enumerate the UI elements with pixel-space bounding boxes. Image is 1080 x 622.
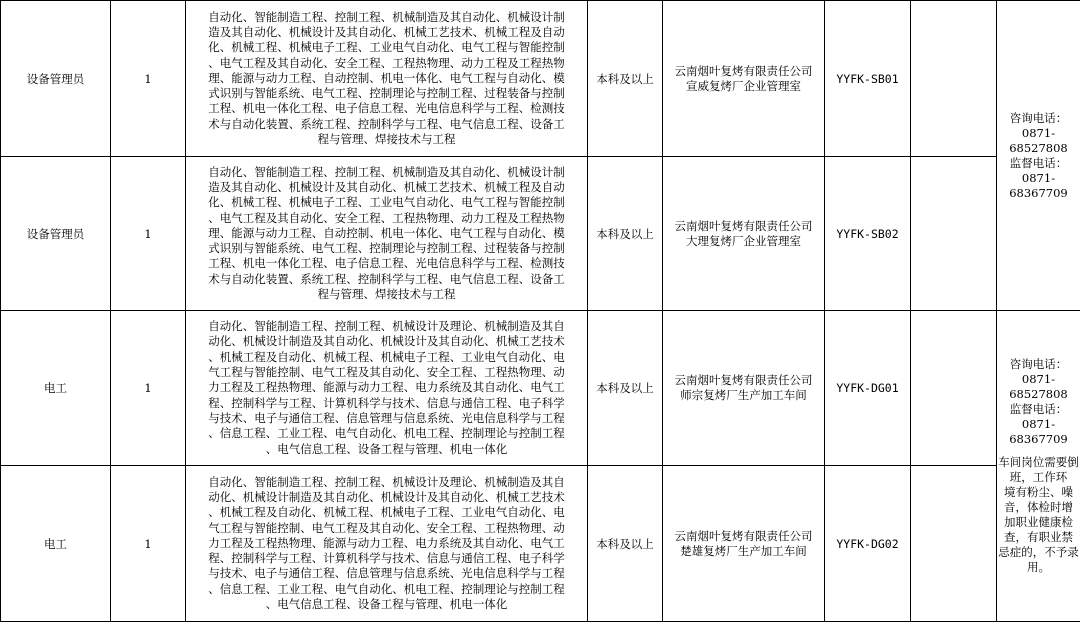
unit-department: 楚雄复烤厂生产加工车间	[680, 543, 807, 558]
unit-company: 云南烟叶复烤有限责任公司	[674, 63, 813, 78]
count-cell: 1	[111, 466, 186, 622]
majors-cell	[186, 466, 588, 622]
unit-department: 宣威复烤厂企业管理室	[686, 78, 801, 93]
majors-line: 式识别与智能系统、电气工程、控制理论与控制工程、过程装备与控制	[208, 241, 565, 256]
majors-cell	[186, 157, 588, 311]
majors-line: 程与管理、焊接技术与工程	[317, 287, 456, 302]
majors-line: 力工程及工程热物理、能源与动力工程、电力系统及其自动化、电气工	[208, 535, 565, 550]
majors-line: 气工程与智能控制、电气工程及其自动化、安全工程、工程热物理、动	[208, 365, 565, 380]
majors-line: 化、机械工程、机械电子工程、工业电气自动化、电气工程与智能控制	[208, 195, 565, 210]
majors-cell	[186, 1, 588, 157]
majors-line: 、机械工程及自动化、机械工程、机械电子工程、工业电气自动化、电	[208, 349, 565, 364]
position-code-cell: YYFK-DG02	[825, 466, 911, 622]
majors-line: 与技术、电子与通信工程、信息管理与信息系统、光电信息科学与工程	[208, 566, 565, 581]
majors-cell	[186, 311, 588, 466]
unit-company: 云南烟叶复烤有限责任公司	[674, 218, 813, 233]
position-cell: 设备管理员	[1, 1, 111, 157]
consult-phone: 咨询电话：0871-68527808	[1009, 110, 1068, 155]
blank-cell	[911, 311, 997, 466]
note-line: 加职业健康检查，有职业禁	[1004, 515, 1073, 544]
education-cell: 本科及以上	[588, 311, 663, 466]
majors-line: 化、机械工程、机械电子工程、工业电气自动化、电气工程与智能控制	[208, 40, 565, 55]
unit-cell	[663, 311, 825, 466]
position-cell: 设备管理员	[1, 157, 111, 311]
note-line: 忌症的，不予录用。	[998, 545, 1079, 574]
education-cell: 本科及以上	[588, 466, 663, 622]
unit-company: 云南烟叶复烤有限责任公司	[674, 373, 813, 387]
majors-line: 动化、机械设计制造及其自动化、机械设计及其自动化、机械工艺技术	[208, 334, 565, 349]
majors-line: 工程、机电一体化工程、电子信息工程、光电信息科学与工程、检测技	[208, 101, 565, 116]
count-cell: 1	[111, 1, 186, 157]
position-cell: 电工	[1, 311, 111, 466]
majors-line: 力工程及工程热物理、能源与动力工程、电力系统及其自动化、电气工	[208, 380, 565, 395]
unit-cell	[663, 466, 825, 622]
majors-line: 、电气工程及其自动化、安全工程、工程热物理、动力工程及工程热物	[208, 210, 565, 225]
consult-phone: 咨询电话：0871-68527808	[1009, 357, 1068, 401]
contact-cell	[997, 311, 1080, 622]
count-cell: 1	[111, 311, 186, 466]
education-cell: 本科及以上	[588, 1, 663, 157]
supervise-phone: 监督电话：0871-68367709	[1009, 155, 1068, 200]
education-cell: 本科及以上	[588, 157, 663, 311]
majors-line: 术与自动化装置、系统工程、控制科学与工程、电气信息工程、设备工	[208, 116, 565, 131]
majors-line: 自动化、智能制造工程、控制工程、机械制造及其自动化、机械设计制	[208, 164, 565, 179]
majors-line: 造及其自动化、机械设计及其自动化、机械工艺技术、机械工程及自动	[208, 24, 565, 39]
majors-line: 自动化、智能制造工程、控制工程、机械制造及其自动化、机械设计制	[208, 9, 565, 24]
majors-line: 、电气信息工程、设备工程与管理、机电一体化	[265, 441, 508, 456]
note-line: 车间岗位需要倒班，工作环	[998, 455, 1079, 484]
majors-line: 气工程与智能控制、电气工程及其自动化、安全工程、工程热物理、动	[208, 520, 565, 535]
majors-line: 自动化、智能制造工程、控制工程、机械设计及理论、机械制造及其自	[208, 474, 565, 489]
majors-line: 理、能源与动力工程、自动控制、机电一体化、电气工程与自动化、模	[208, 70, 565, 85]
majors-line: 、机械工程及自动化、机械工程、机械电子工程、工业电气自动化、电	[208, 505, 565, 520]
majors-line: 自动化、智能制造工程、控制工程、机械设计及理论、机械制造及其自	[208, 319, 565, 334]
note-line: 境有粉尘、噪音，体检时增	[1004, 485, 1073, 514]
majors-line: 、信息工程、工业工程、电气自动化、机电工程、控制理论与控制工程	[208, 581, 565, 596]
majors-line: 、电气工程及其自动化、安全工程、工程热物理、动力工程及工程热物	[208, 55, 565, 70]
position-code-cell: YYFK-DG01	[825, 311, 911, 466]
blank-cell	[911, 157, 997, 311]
majors-line: 式识别与智能系统、电气工程、控制理论与控制工程、过程装备与控制	[208, 86, 565, 101]
blank-cell	[911, 1, 997, 157]
majors-line: 工程、机电一体化工程、电子信息工程、光电信息科学与工程、检测技	[208, 256, 565, 271]
majors-line: 术与自动化装置、系统工程、控制科学与工程、电气信息工程、设备工	[208, 271, 565, 286]
table-row	[1, 466, 1080, 622]
majors-line: 与技术、电子与通信工程、信息管理与信息系统、光电信息科学与工程	[208, 410, 565, 425]
table-row	[1, 1, 1080, 157]
majors-line: 、电气信息工程、设备工程与管理、机电一体化	[265, 597, 508, 612]
unit-cell	[663, 1, 825, 157]
blank-cell	[911, 466, 997, 622]
contact-cell	[997, 1, 1080, 311]
majors-line: 程、控制科学与工程、计算机科学与技术、信息与通信工程、电子科学	[208, 551, 565, 566]
supervise-phone: 监督电话：0871-68367709	[1009, 402, 1068, 446]
majors-line: 程、控制科学与工程、计算机科学与技术、信息与通信工程、电子科学	[208, 395, 565, 410]
unit-cell	[663, 157, 825, 311]
unit-department: 师宗复烤厂生产加工车间	[680, 388, 807, 402]
majors-line: 、信息工程、工业工程、电气自动化、机电工程、控制理论与控制工程	[208, 426, 565, 441]
position-cell: 电工	[1, 466, 111, 622]
count-cell: 1	[111, 157, 186, 311]
majors-line: 动化、机械设计制造及其自动化、机械设计及其自动化、机械工艺技术	[208, 489, 565, 504]
unit-department: 大理复烤厂企业管理室	[686, 233, 801, 248]
majors-line: 造及其自动化、机械设计及其自动化、机械工艺技术、机械工程及自动	[208, 179, 565, 194]
table-row	[1, 311, 1080, 466]
table-row	[1, 157, 1080, 311]
position-code-cell: YYFK-SB02	[825, 157, 911, 311]
majors-line: 理、能源与动力工程、自动控制、机电一体化、电气工程与自动化、模	[208, 225, 565, 240]
unit-company: 云南烟叶复烤有限责任公司	[674, 528, 813, 543]
position-code-cell: YYFK-SB01	[825, 1, 911, 157]
majors-line: 程与管理、焊接技术与工程	[317, 132, 456, 147]
